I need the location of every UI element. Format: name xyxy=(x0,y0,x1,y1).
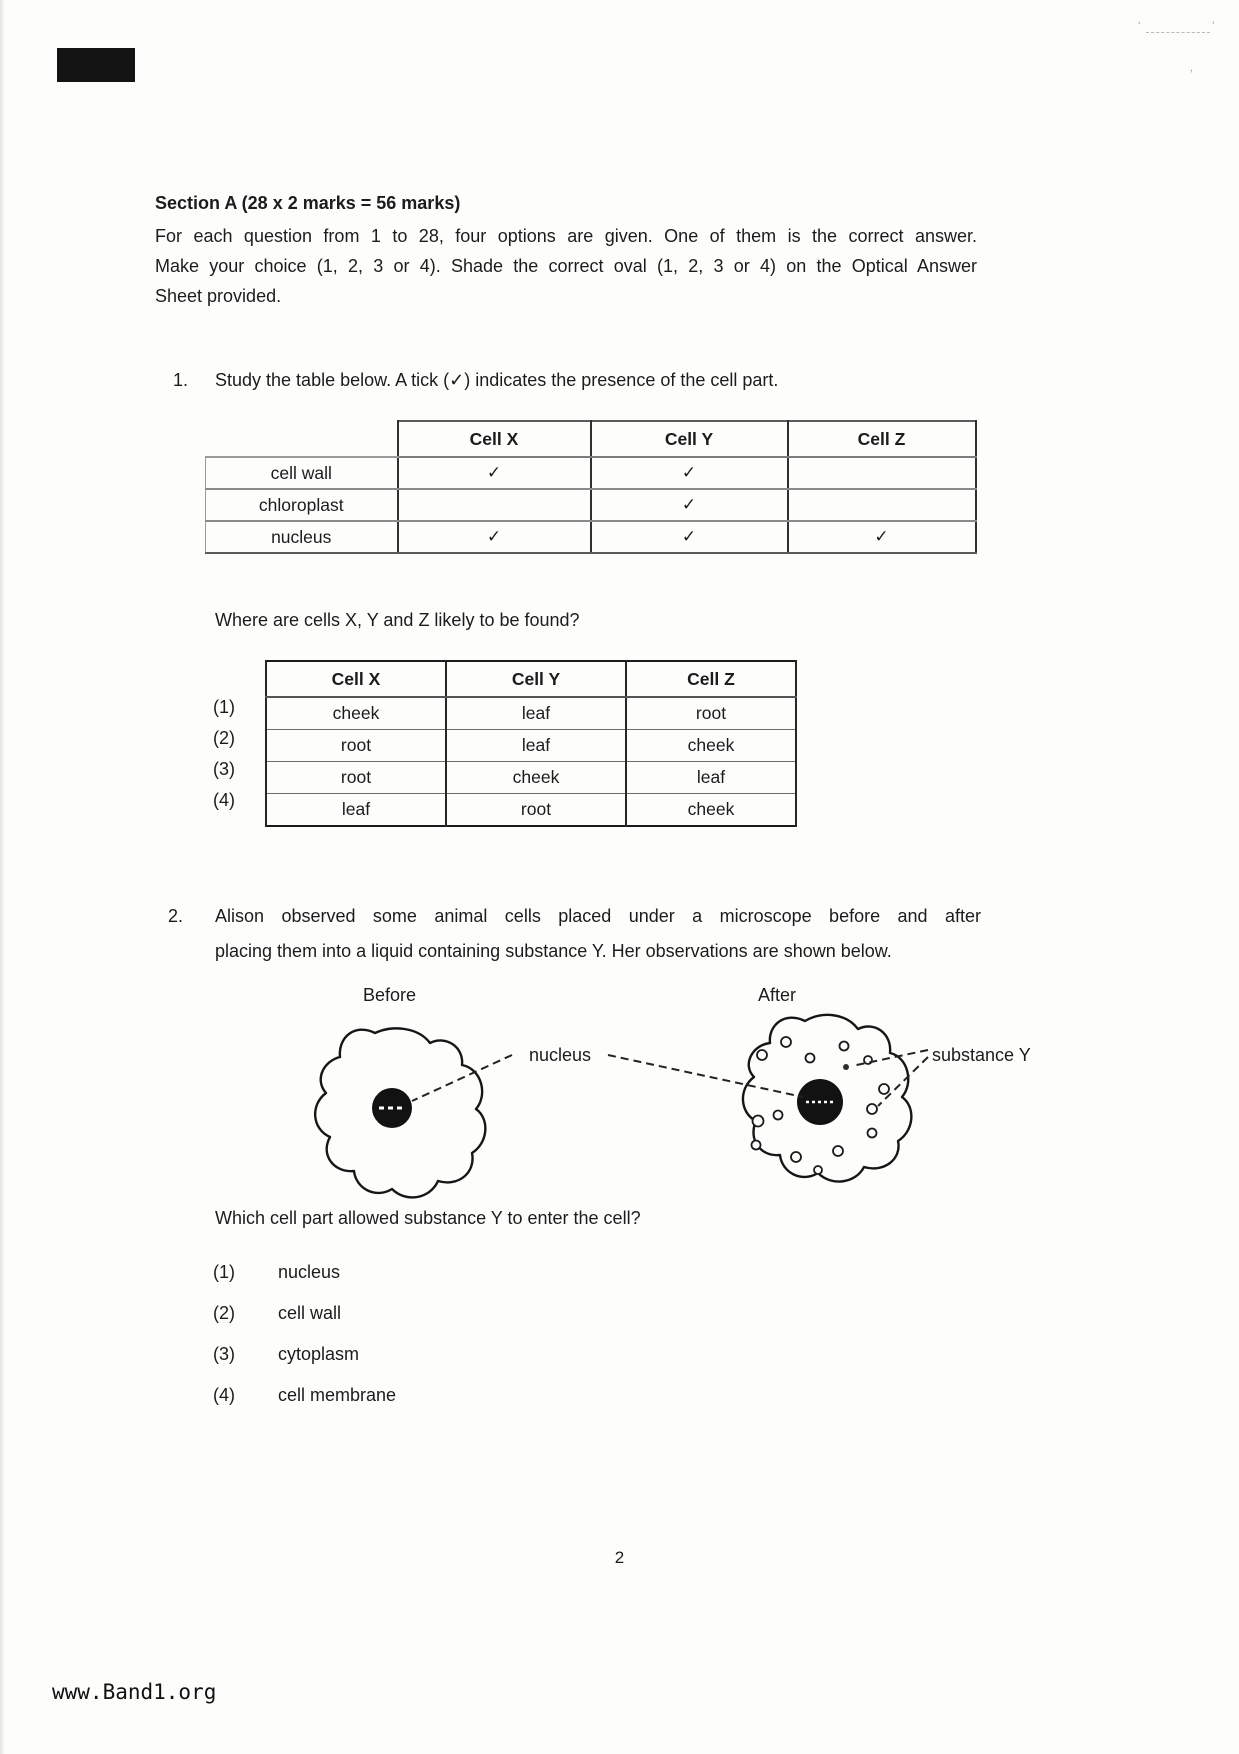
option-number: (2) xyxy=(213,728,235,748)
question-2-prompt-line: placing them into a liquid containing substance Y. Her observations are shown below. xyxy=(215,941,892,961)
column-header-cell-y: Cell Y xyxy=(591,421,788,457)
table-row xyxy=(206,457,976,489)
answer-cell: cheek xyxy=(266,697,446,730)
answer-cell: root xyxy=(446,794,626,827)
instruction-line: Make your choice (1, 2, 3 or 4). Shade the correct oval (1, 2, 3 or 4) on the Optical Answer xyxy=(155,256,977,276)
answer-cell: root xyxy=(266,730,446,762)
substance-dot xyxy=(752,1141,761,1150)
section-title: Section A (28 x 2 marks = 56 marks) xyxy=(155,193,461,213)
substance-dot-dark xyxy=(843,1064,849,1070)
substance-dot xyxy=(753,1116,764,1127)
row-label: chloroplast xyxy=(206,489,398,521)
answer-cell: cheek xyxy=(446,762,626,794)
tick-icon xyxy=(788,489,976,521)
before-label: Before xyxy=(363,985,417,1005)
question-2-sub-prompt: Which cell part allowed substance Y to enter the cell? xyxy=(215,1208,641,1228)
substance-dot xyxy=(867,1104,877,1114)
scan-mark-artifact: , xyxy=(1190,62,1194,74)
column-header-cell-z: Cell Z xyxy=(626,661,796,697)
table-row xyxy=(266,697,796,730)
substance-dot xyxy=(774,1111,783,1120)
substance-dot xyxy=(814,1166,822,1174)
tick-icon xyxy=(788,457,976,489)
table-header-row xyxy=(266,661,796,697)
q1-answer-options-table xyxy=(265,660,797,827)
answer-cell: leaf xyxy=(266,794,446,827)
table-row xyxy=(266,794,796,827)
instruction-line: Sheet provided. xyxy=(155,286,282,306)
footer-url: www.Band1.org xyxy=(52,1680,217,1704)
substance-dot xyxy=(840,1042,849,1051)
after-label: After xyxy=(758,985,797,1005)
substance-dot xyxy=(879,1084,889,1094)
tick-icon: ✓ xyxy=(398,457,591,489)
scan-edge-artifact xyxy=(0,0,5,1754)
question-2-prompt-line: Alison observed some animal cells placed under a microscope before and after xyxy=(215,906,981,926)
q1-presence-table xyxy=(205,420,977,554)
tick-icon: ✓ xyxy=(591,521,788,553)
option-label: cytoplasm xyxy=(278,1344,360,1364)
answer-cell: cheek xyxy=(626,794,796,827)
answer-cell: cheek xyxy=(626,730,796,762)
instruction-line: For each question from 1 to 28, four options are given. One of them is the correct answer. xyxy=(155,226,977,246)
substance-dot xyxy=(791,1152,801,1162)
tick-icon xyxy=(398,489,591,521)
answer-cell: root xyxy=(266,762,446,794)
question-1-sub-prompt: Where are cells X, Y and Z likely to be found? xyxy=(215,610,580,630)
column-header-cell-x: Cell X xyxy=(266,661,446,697)
tick-icon: ✓ xyxy=(591,489,788,521)
nucleus-label: nucleus xyxy=(528,1045,592,1065)
page-number: 2 xyxy=(614,1548,625,1567)
tick-icon: ✓ xyxy=(398,521,591,553)
question-number: 2. xyxy=(168,906,184,926)
substance-dot xyxy=(806,1054,815,1063)
answer-cell: leaf xyxy=(626,762,796,794)
column-header-cell-x: Cell X xyxy=(398,421,591,457)
row-label: nucleus xyxy=(206,521,398,553)
option-number: (3) xyxy=(213,1344,235,1364)
substance-dot xyxy=(868,1129,877,1138)
option-number: (2) xyxy=(213,1303,235,1323)
option-label: nucleus xyxy=(278,1262,341,1282)
table-corner-cell xyxy=(206,421,398,457)
tick-icon: ✓ xyxy=(788,521,976,553)
answer-cell: leaf xyxy=(446,730,626,762)
option-number: (1) xyxy=(213,1262,235,1282)
row-label: cell wall xyxy=(206,457,398,489)
tick-icon: ✓ xyxy=(591,457,788,489)
option-number: (3) xyxy=(213,759,235,779)
column-header-cell-y: Cell Y xyxy=(446,661,626,697)
table-row xyxy=(266,730,796,762)
table-row xyxy=(206,489,976,521)
scan-mark-artifact: ‘ xyxy=(1138,20,1141,32)
table-row xyxy=(266,762,796,794)
option-label: cell membrane xyxy=(278,1385,397,1405)
option-number: (4) xyxy=(213,790,235,810)
cell-observation-diagram xyxy=(300,1005,1060,1220)
substance-y-label: substance Y xyxy=(932,1045,1031,1065)
column-header-cell-z: Cell Z xyxy=(788,421,976,457)
redaction-box xyxy=(57,48,135,82)
option-number: (1) xyxy=(213,697,235,717)
answer-cell: root xyxy=(626,697,796,730)
substance-dot xyxy=(757,1050,767,1060)
table-header-row xyxy=(206,421,976,457)
option-label: cell wall xyxy=(278,1303,342,1323)
question-1-prompt: Study the table below. A tick (✓) indicates the presence of the cell part. xyxy=(215,370,779,390)
substance-dot xyxy=(833,1146,843,1156)
answer-cell: leaf xyxy=(446,697,626,730)
option-number: (4) xyxy=(213,1385,235,1405)
scan-mark-artifact xyxy=(1146,24,1210,33)
scan-mark-artifact: ’ xyxy=(1212,20,1215,32)
table-row xyxy=(206,521,976,553)
substance-dot xyxy=(781,1037,791,1047)
question-number: 1. xyxy=(173,370,189,390)
